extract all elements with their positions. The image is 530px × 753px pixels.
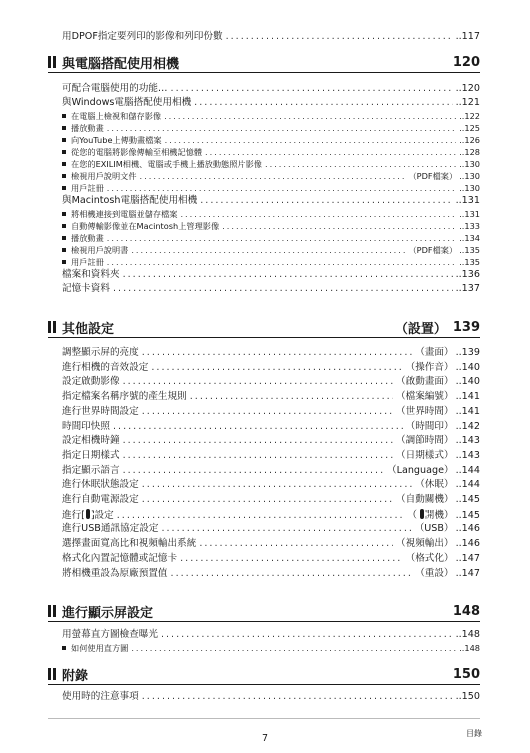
dot-leader bbox=[117, 509, 405, 522]
toc-entry[interactable] bbox=[62, 420, 480, 434]
section-title: 進行顯示屏設定 bbox=[62, 605, 154, 621]
bullet-icon bbox=[62, 186, 66, 190]
toc-subentry[interactable] bbox=[62, 208, 480, 220]
toc-subentry[interactable] bbox=[62, 110, 480, 122]
dot-leader bbox=[142, 493, 393, 507]
toc-entry-label: 從您的電腦將影像傳輸至相機記憶體 bbox=[71, 147, 203, 157]
toc-entry-menu: （檔案編號） bbox=[396, 391, 454, 403]
toc-entry-label: 檢視用戶說明書 bbox=[71, 245, 129, 255]
toc-entry-page: ..148 bbox=[455, 629, 480, 640]
page-number: 7 bbox=[261, 733, 269, 744]
toc-entry-label: 將相機連接到電腦並儲存檔案 bbox=[71, 209, 178, 219]
toc-entry-page: ..117 bbox=[455, 31, 480, 42]
dot-leader bbox=[107, 232, 456, 244]
toc-entry-label: 用螢幕直方圖檢查曝光 bbox=[62, 629, 158, 640]
section-page: 150 bbox=[452, 666, 480, 682]
toc-entry[interactable] bbox=[62, 493, 480, 507]
toc-entry-label: 指定顯示語言 bbox=[62, 464, 120, 476]
toc-entry-label: 如何使用直方圖 bbox=[71, 643, 129, 653]
toc-corner-tag[interactable]: 目錄 bbox=[466, 729, 482, 738]
toc-entry-menu: （休眠） bbox=[415, 479, 454, 491]
toc-entry-label: 選擇畫面寬高比和視頻輸出系統 bbox=[62, 538, 197, 550]
section-mark-icon bbox=[48, 668, 56, 680]
dot-leader bbox=[194, 96, 452, 110]
dot-leader bbox=[113, 420, 403, 434]
toc-entry-page: ..141 bbox=[455, 391, 480, 403]
dot-leader bbox=[222, 220, 456, 232]
toc-entry-page: ..137 bbox=[455, 283, 480, 294]
toc-entry-page: ..143 bbox=[455, 435, 480, 447]
toc-entry-label: 進行[ bbox=[62, 509, 85, 521]
toc-entry[interactable] bbox=[62, 268, 480, 282]
toc-entry[interactable] bbox=[62, 464, 480, 478]
toc-entry-menu: （PDF檔案） bbox=[408, 245, 458, 255]
dot-leader bbox=[123, 375, 393, 389]
toc-entry-menu: （USB） bbox=[414, 523, 454, 535]
toc-entry[interactable] bbox=[62, 375, 480, 389]
section-title: 其他設定 bbox=[62, 321, 115, 337]
toc-entry-label: 將相機重設為原廠預置值 bbox=[62, 567, 168, 579]
toc-subentry[interactable] bbox=[62, 244, 480, 256]
bullet-icon bbox=[62, 212, 66, 216]
toc-entry[interactable] bbox=[62, 567, 480, 581]
toc-entry-menu: （自動關機） bbox=[396, 494, 454, 505]
section-header[interactable] bbox=[48, 52, 480, 73]
section-extra: （設置） bbox=[394, 321, 447, 337]
toc-entry[interactable] bbox=[62, 690, 480, 704]
toc-entry-label: 可配合電腦使用的功能… bbox=[62, 83, 168, 94]
toc-entry-page: ..128 bbox=[459, 147, 480, 157]
section-header[interactable] bbox=[48, 317, 480, 338]
dot-leader bbox=[161, 628, 453, 642]
play-icon bbox=[420, 509, 424, 519]
toc-entry[interactable] bbox=[62, 552, 480, 566]
toc-entry[interactable] bbox=[62, 346, 480, 360]
toc-entry-label: 記憶卡資料 bbox=[62, 283, 110, 294]
toc-entry-page: ..136 bbox=[455, 269, 480, 280]
toc-entry-label: 用戶註冊 bbox=[71, 257, 104, 267]
toc-entry[interactable] bbox=[62, 82, 480, 96]
toc-entry-menu: （啟動畫面） bbox=[396, 376, 454, 388]
section-mark-icon bbox=[48, 605, 56, 617]
toc-entry[interactable] bbox=[62, 537, 480, 551]
toc-entry[interactable] bbox=[62, 628, 480, 642]
dot-leader bbox=[190, 390, 393, 404]
toc-entry-page: ..150 bbox=[455, 691, 480, 702]
dot-leader bbox=[161, 522, 411, 536]
dot-leader bbox=[107, 122, 456, 134]
dot-leader bbox=[205, 146, 456, 158]
toc-entry-menu: （畫面） bbox=[415, 347, 454, 358]
dot-leader bbox=[165, 134, 457, 146]
toc-entry-page: ..131 bbox=[459, 209, 480, 219]
toc-entry[interactable] bbox=[62, 30, 480, 44]
section-header[interactable] bbox=[48, 601, 480, 622]
bullet-icon bbox=[62, 150, 66, 154]
dot-leader bbox=[142, 405, 393, 419]
toc-entry-label: 時間印快照 bbox=[62, 420, 110, 432]
toc-entry-label: 進行自動電源設定 bbox=[62, 494, 139, 505]
dot-leader bbox=[142, 478, 412, 492]
toc-entry-menu: （日期樣式） bbox=[396, 449, 454, 461]
section-title: 附錄 bbox=[62, 668, 89, 684]
dot-leader bbox=[131, 244, 405, 256]
dot-leader bbox=[140, 170, 406, 182]
toc-entry-label: 在電腦上檢視和儲存影像 bbox=[71, 111, 162, 121]
toc-subentry[interactable] bbox=[62, 146, 480, 158]
toc-entry-label: 進行休眠狀態設定 bbox=[62, 479, 139, 491]
toc-entry-page: ..146 bbox=[455, 538, 480, 550]
toc-subentry[interactable] bbox=[62, 182, 480, 194]
section-page: 139 bbox=[452, 319, 480, 335]
toc-entry-label: 進行USB通訊協定設定 bbox=[62, 523, 159, 535]
dot-leader bbox=[226, 30, 453, 44]
bullet-icon bbox=[62, 224, 66, 228]
bullet-icon bbox=[62, 260, 66, 264]
toc-entry-menu: （ bbox=[407, 509, 417, 521]
toc-entry-label: 設定相機時鐘 bbox=[62, 435, 120, 447]
toc-entry-label: 調整顯示屏的亮度 bbox=[62, 347, 139, 358]
dot-leader bbox=[123, 434, 393, 448]
toc-entry-label: 自動傳輸影像並在Macintosh上管理影像 bbox=[71, 221, 220, 231]
toc-entry[interactable] bbox=[62, 405, 480, 419]
toc-entry-label: 播放動畫 bbox=[71, 233, 104, 243]
toc-entry-menu: （PDF檔案） bbox=[408, 171, 458, 181]
toc-subentry[interactable] bbox=[62, 158, 480, 170]
toc-entry-page: ..144 bbox=[455, 479, 480, 491]
toc-entry-label: 向YouTube上傳動畫檔案 bbox=[71, 135, 162, 145]
toc-entry-menu: （格式化） bbox=[405, 552, 454, 564]
bullet-icon bbox=[62, 174, 66, 178]
toc-entry[interactable] bbox=[62, 434, 480, 448]
toc-entry-page: ..144 bbox=[455, 464, 480, 476]
toc-entry[interactable] bbox=[62, 282, 480, 296]
toc-entry-label: 檔案和資料夾 bbox=[62, 269, 120, 280]
dot-leader bbox=[123, 449, 393, 463]
bullet-icon bbox=[62, 138, 66, 142]
toc-entry-page: ..134 bbox=[459, 233, 480, 243]
toc-entry[interactable] bbox=[62, 449, 480, 463]
dot-leader bbox=[123, 268, 453, 282]
toc-entry-menu: （調節時間） bbox=[396, 435, 454, 447]
toc-entry-label: 進行相機的音效設定 bbox=[62, 361, 149, 373]
toc-entry-page: ..130 bbox=[459, 159, 480, 169]
dot-leader bbox=[199, 537, 393, 551]
toc-entry-page: ..147 bbox=[455, 552, 480, 564]
toc-entry-page: ..130 bbox=[459, 183, 480, 193]
toc-entry-page: ..140 bbox=[455, 361, 480, 373]
toc-entry[interactable] bbox=[62, 361, 480, 375]
section-mark-icon bbox=[48, 56, 56, 68]
toc-entry-page: ..143 bbox=[455, 449, 480, 461]
play-icon bbox=[86, 509, 90, 519]
toc-subentry[interactable] bbox=[62, 220, 480, 232]
dot-leader bbox=[113, 282, 453, 296]
dot-leader bbox=[107, 182, 456, 194]
dot-leader bbox=[200, 194, 452, 208]
dot-leader bbox=[180, 208, 456, 220]
toc-entry-page: ..133 bbox=[459, 221, 480, 231]
toc-entry-page: ..142 bbox=[455, 420, 480, 432]
dot-leader bbox=[164, 110, 456, 122]
toc-entry-label: 與Macintosh電腦搭配使用相機 bbox=[62, 195, 198, 206]
toc-subentry[interactable] bbox=[62, 134, 480, 146]
dot-leader bbox=[265, 158, 456, 170]
toc-entry-page: ..135 bbox=[459, 257, 480, 267]
toc-entry-page: ..126 bbox=[459, 135, 480, 145]
section-title: 與電腦搭配使用相機 bbox=[62, 56, 180, 72]
dot-leader bbox=[107, 256, 456, 268]
toc-entry-page: ..131 bbox=[455, 195, 480, 206]
toc-entry-menu: （世界時間） bbox=[396, 405, 454, 417]
toc-entry-label: 格式化內置記憶體或記憶卡 bbox=[62, 552, 178, 564]
toc-entry-label: 指定檔案名稱序號的產生規則 bbox=[62, 391, 187, 403]
toc-entry[interactable] bbox=[62, 522, 480, 536]
toc-entry-label: 與Windows電腦搭配使用相機 bbox=[62, 97, 192, 108]
dot-leader bbox=[131, 642, 456, 654]
toc-entry-menu: （操作音） bbox=[405, 361, 454, 373]
bullet-icon bbox=[62, 126, 66, 130]
toc-entry-menu: （視頻輸出） bbox=[396, 538, 454, 550]
toc-entry-label: 指定日期樣式 bbox=[62, 449, 120, 461]
toc-entry-label: 用戶註冊 bbox=[71, 183, 104, 193]
toc-entry-label: 使用時的注意事項 bbox=[62, 691, 139, 702]
toc-entry[interactable] bbox=[62, 96, 480, 110]
toc-entry-label: 播放動畫 bbox=[71, 123, 104, 133]
dot-leader bbox=[180, 552, 402, 566]
dot-leader bbox=[123, 464, 384, 478]
toc-entry[interactable] bbox=[62, 194, 480, 208]
bullet-icon bbox=[62, 236, 66, 240]
toc-entry-page: ..135 bbox=[459, 245, 480, 255]
section-page: 120 bbox=[452, 54, 480, 70]
toc-entry[interactable] bbox=[62, 508, 480, 522]
toc-entry[interactable] bbox=[62, 390, 480, 404]
section-mark-icon bbox=[48, 321, 56, 333]
toc-entry-page: ..122 bbox=[459, 111, 480, 121]
dot-leader bbox=[171, 567, 413, 581]
toc-entry[interactable] bbox=[62, 478, 480, 492]
toc-entry-menu: （重設） bbox=[415, 567, 454, 579]
toc-entry-label: 用DPOF指定要列印的影像和列印份數 bbox=[62, 31, 223, 42]
section-header[interactable] bbox=[48, 664, 480, 685]
toc-entry-page: ..140 bbox=[455, 376, 480, 388]
toc-entry-page: ..120 bbox=[455, 83, 480, 94]
dot-leader bbox=[142, 690, 453, 704]
toc-entry-label: 在您的EXILIM相機、電腦或手機上播放動態照片影像 bbox=[71, 159, 262, 169]
dot-leader bbox=[171, 82, 453, 96]
toc-entry-page: ..125 bbox=[459, 123, 480, 133]
toc-entry-page: ..141 bbox=[455, 405, 480, 417]
toc-entry-label: 檢視用戶說明文件 bbox=[71, 171, 137, 181]
toc-subentry[interactable] bbox=[62, 122, 480, 134]
dot-leader bbox=[142, 346, 412, 360]
toc-entry-menu-after: 開機） bbox=[424, 509, 454, 521]
footer-divider bbox=[48, 718, 480, 719]
toc-entry-label: 設定啟動影像 bbox=[62, 376, 120, 388]
toc-entry-page: ..146 bbox=[455, 523, 480, 535]
toc-entry-menu: （Language） bbox=[387, 464, 454, 476]
toc-entry-menu: （時間印） bbox=[405, 420, 454, 432]
toc-subentry[interactable] bbox=[62, 232, 480, 244]
bullet-icon bbox=[62, 114, 66, 118]
toc-entry-page: ..145 bbox=[455, 494, 480, 505]
toc-entry-label-after: ]設定 bbox=[90, 509, 114, 521]
toc-entry-page: ..130 bbox=[459, 171, 480, 181]
toc-subentry[interactable] bbox=[62, 642, 480, 654]
toc-subentry[interactable] bbox=[62, 170, 480, 182]
toc-entry-page: ..148 bbox=[459, 643, 480, 653]
bullet-icon bbox=[62, 646, 66, 650]
section-page: 148 bbox=[452, 603, 480, 619]
toc-entry-page: ..145 bbox=[455, 509, 480, 521]
toc-entry-label: 進行世界時間設定 bbox=[62, 405, 139, 417]
dot-leader bbox=[151, 361, 402, 375]
bullet-icon bbox=[62, 162, 66, 166]
toc-subentry[interactable] bbox=[62, 256, 480, 268]
toc-entry-page: ..121 bbox=[455, 97, 480, 108]
bullet-icon bbox=[62, 248, 66, 252]
toc-entry-page: ..147 bbox=[455, 567, 480, 579]
toc-entry-page: ..139 bbox=[455, 347, 480, 358]
